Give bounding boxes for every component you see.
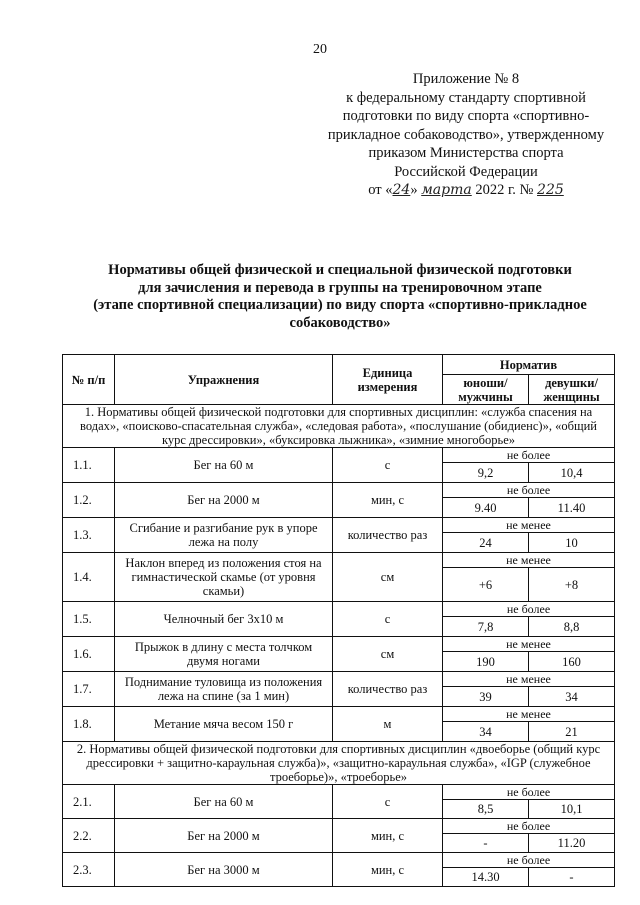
value-female: 8,8 [529,617,615,637]
value-female: 10,1 [529,800,615,819]
document-heading [60,262,620,332]
appendix-line: Российской Федерации [394,163,538,180]
section-title: 2. Нормативы общей физической подготовки для спортивных дисциплин «двоеборье (общий курс дрессировки + защитно-караульная служба)», «защитно-караульная служба», «IGP (служебное троеборье)», «троеборье» [63,742,615,785]
table-body [63,405,615,887]
row-unit: с [333,448,443,483]
table-row [63,785,615,800]
row-exercise: Сгибание и разгибание рук в упоре лежа на полу [115,518,333,553]
value-male: 34 [443,722,529,742]
value-female: 34 [529,687,615,707]
page-number: 20 [313,42,327,57]
appendix-line: подготовки по виду спорта «спортивно- [342,108,590,124]
table-row [63,602,615,617]
row-condition: не менее [443,518,615,533]
row-exercise: Бег на 60 м [115,448,333,483]
row-condition: не более [443,785,615,800]
row-number: 1.3. [63,518,115,553]
value-male: 24 [443,533,529,553]
appendix-block [318,70,614,200]
date-year: 2022 г. № [475,182,534,198]
header-unit: Единица измерения [333,355,443,405]
row-unit: количество раз [333,518,443,553]
row-exercise: Бег на 2000 м [115,819,333,853]
table-row [63,707,615,722]
row-condition: не менее [443,637,615,652]
row-number: 1.7. [63,672,115,707]
value-male: 190 [443,652,529,672]
row-condition: не более [443,602,615,617]
header-exercise: Упражнения [115,355,333,405]
value-male: 8,5 [443,800,529,819]
row-number: 2.3. [63,853,115,887]
table-row [63,553,615,568]
table-row [63,819,615,834]
heading-line: (этапе спортивной специализации) по виду спорта «спортивно-прикладное [93,297,587,313]
value-female: +8 [529,568,615,602]
row-number: 2.2. [63,819,115,853]
value-female: - [529,868,615,887]
row-unit: с [333,602,443,637]
row-exercise: Метание мяча весом 150 г [115,707,333,742]
row-condition: не менее [443,707,615,722]
section-row [63,405,615,448]
row-exercise: Бег на 60 м [115,785,333,819]
value-male: - [443,834,529,853]
row-unit: мин, с [333,483,443,518]
row-exercise: Челночный бег 3х10 м [115,602,333,637]
value-male: +6 [443,568,529,602]
value-female: 160 [529,652,615,672]
heading-line: собаководство» [289,314,391,331]
row-condition: не более [443,819,615,834]
row-number: 1.6. [63,637,115,672]
value-female: 10 [529,533,615,553]
row-condition: не менее [443,553,615,568]
header-num: № п/п [63,355,115,405]
row-exercise: Бег на 3000 м [115,853,333,887]
order-date-line [318,181,614,200]
value-male: 39 [443,687,529,707]
row-exercise: Наклон вперед из положения стоя на гимнастической скамье (от уровня скамьи) [115,553,333,602]
value-male: 14.30 [443,868,529,887]
row-condition: не более [443,448,615,463]
row-number: 1.2. [63,483,115,518]
table-row [63,518,615,533]
row-number: 1.8. [63,707,115,742]
row-exercise: Прыжок в длину с места толчком двумя ногами [115,637,333,672]
value-male: 9.40 [443,498,529,518]
row-unit: м [333,707,443,742]
appendix-line: к федеральному стандарту спортивной [346,89,586,106]
table-row [63,853,615,868]
appendix-line: прикладное собаководство», утвержденному [327,126,605,143]
section-row [63,742,615,785]
row-number: 1.4. [63,553,115,602]
section-title: 1. Нормативы общей физической подготовки для спортивных дисциплин: «служба спасения на водах», «поисково-спасательная служба», «следовая работа», «послушание (обидиенс)», «общий курс дрессировки», «буксировка лыжника», «зимние многоборье» [63,405,615,448]
value-male: 7,8 [443,617,529,637]
header-norm: Норматив [443,355,615,375]
row-condition: не более [443,483,615,498]
value-female: 11.40 [529,498,615,518]
value-female: 11.20 [529,834,615,853]
header-male: юноши/ мужчины [443,375,529,405]
row-exercise: Бег на 2000 м [115,483,333,518]
row-unit: мин, с [333,853,443,887]
norms-table [62,354,615,887]
table-row [63,672,615,687]
date-month-handwritten: марта [421,182,472,198]
row-unit: см [333,553,443,602]
date-prefix: от « [368,182,393,198]
row-unit: мин, с [333,819,443,853]
row-condition: не менее [443,672,615,687]
heading-line: Нормативы общей физической и специальной физической подготовки [108,262,572,278]
value-female: 10,4 [529,463,615,483]
appendix-line: приказом Министерства спорта [368,145,564,161]
heading-line: для зачисления и перевода в группы на тренировочном этапе [138,279,542,296]
date-mid: » [410,182,418,198]
row-condition: не более [443,853,615,868]
row-number: 1.1. [63,448,115,483]
row-unit: количество раз [333,672,443,707]
row-number: 1.5. [63,602,115,637]
appendix-line: Приложение № 8 [412,71,520,87]
date-day-handwritten: 24 [392,182,411,198]
row-unit: см [333,637,443,672]
row-number: 2.1. [63,785,115,819]
table-row [63,448,615,463]
order-number-handwritten: 225 [537,182,564,198]
table-row [63,483,615,498]
table-row [63,637,615,652]
value-male: 9,2 [443,463,529,483]
row-unit: с [333,785,443,819]
header-female: девушки/ женщины [529,375,615,405]
row-exercise: Поднимание туловища из положения лежа на спине (за 1 мин) [115,672,333,707]
value-female: 21 [529,722,615,742]
